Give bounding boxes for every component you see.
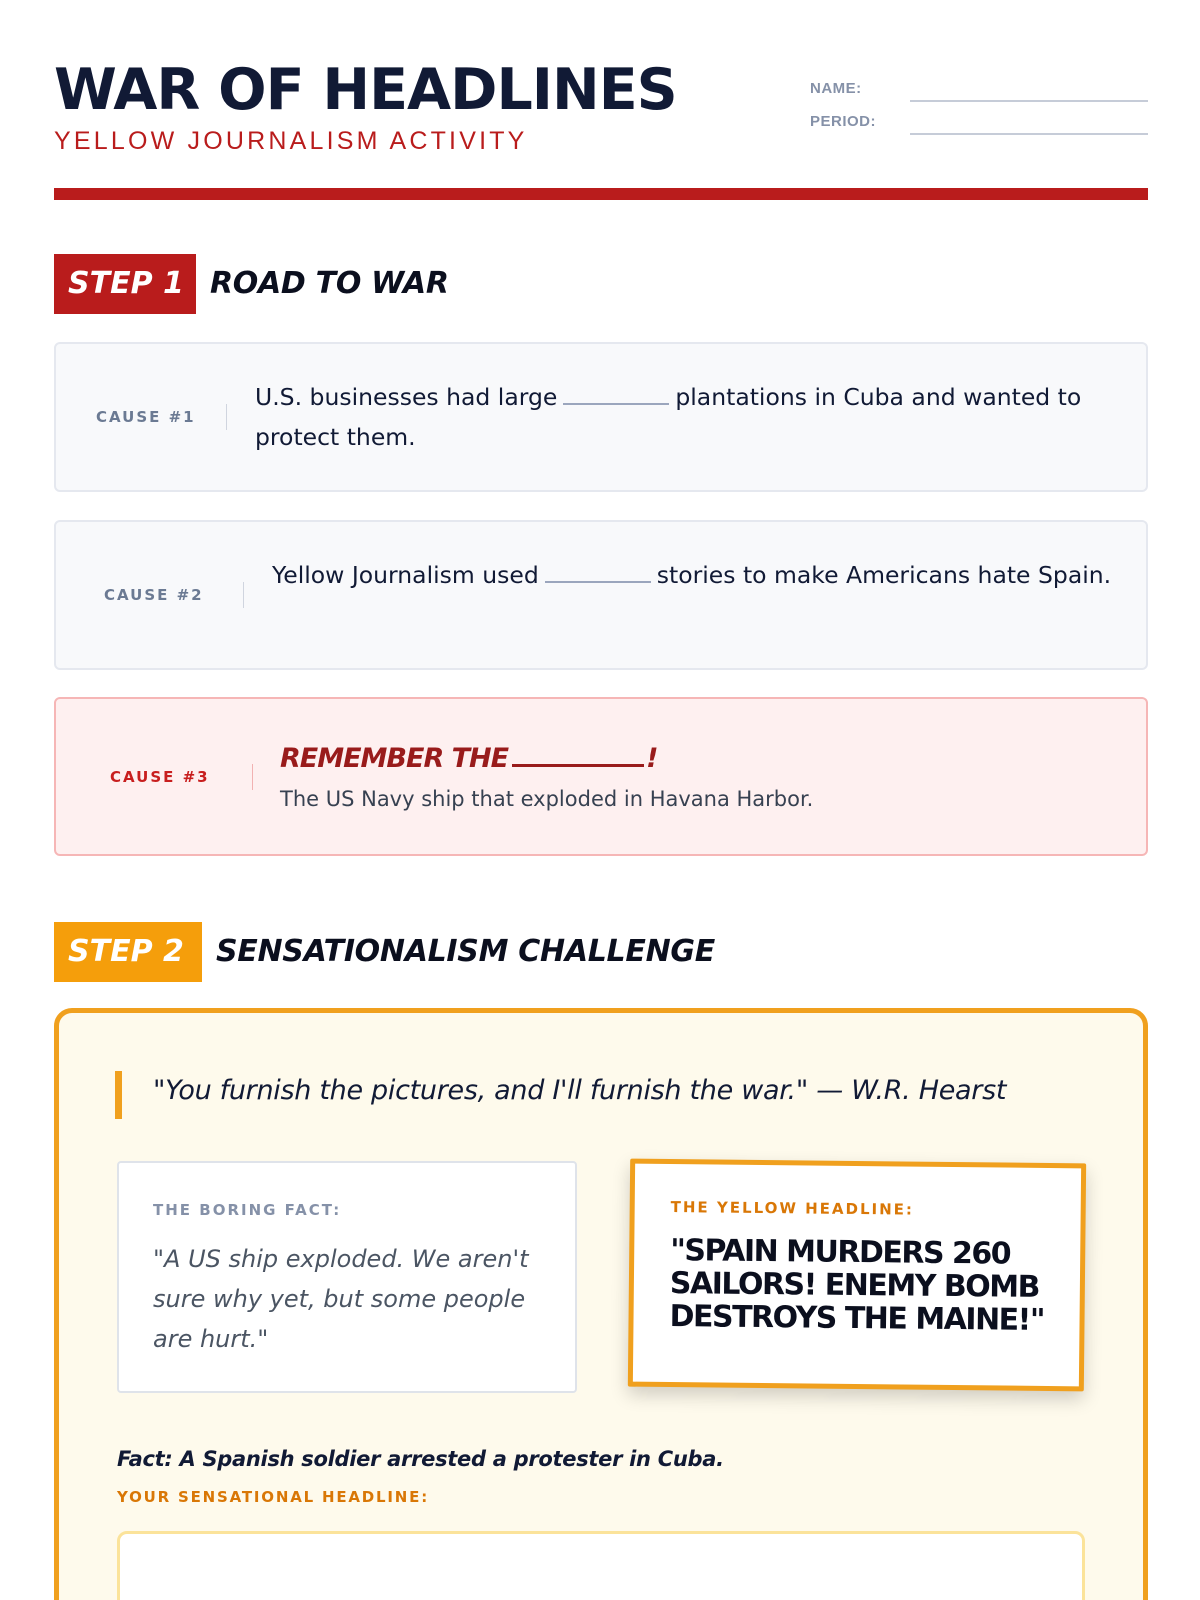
yellow-headline-text: "SPAIN MURDERS 260 SAILORS! ENEMY BOMB DESTROYS THE MAINE!" — [669, 1233, 1045, 1338]
yellow-headline-label: THE YELLOW HEADLINE: — [670, 1198, 915, 1219]
cause-2-blank[interactable] — [545, 565, 651, 583]
step2-badge: STEP 2 — [54, 922, 202, 982]
cause-1-text-after: plantations in Cuba and wanted to protect them. — [255, 383, 1082, 451]
quote-accent-bar — [115, 1071, 122, 1119]
name-label: NAME: — [810, 80, 862, 97]
name-field[interactable] — [910, 100, 1148, 102]
your-headline-label: YOUR SENSATIONAL HEADLINE: — [117, 1488, 429, 1506]
cause-card-1 — [54, 342, 1148, 492]
your-headline-input[interactable] — [117, 1531, 1085, 1600]
step1-title: ROAD TO WAR — [210, 266, 449, 301]
boring-fact-text: "A US ship exploded. We aren't sure why yet, but some people are hurt." — [153, 1245, 529, 1353]
cause-2-text — [272, 555, 1112, 595]
cause-1-text-before: U.S. businesses had large — [255, 383, 558, 411]
cause-2-divider — [243, 582, 244, 608]
cause-2-text-after: stories to make Americans hate Spain. — [656, 561, 1112, 589]
worksheet-header — [54, 58, 1148, 158]
cause-card-2 — [54, 520, 1148, 670]
step2-heading — [54, 922, 854, 982]
page-subtitle: YELLOW JOURNALISM ACTIVITY — [54, 127, 528, 155]
period-field[interactable] — [910, 133, 1148, 135]
step1-heading — [54, 254, 654, 314]
remember-blank[interactable] — [512, 745, 644, 767]
page-title: WAR OF HEADLINES — [54, 57, 677, 123]
sensationalism-challenge-card — [54, 1008, 1148, 1600]
cause-1-blank[interactable] — [563, 387, 669, 405]
challenge-fact: Fact: A Spanish soldier arrested a protester in Cuba. — [117, 1447, 724, 1471]
step1-badge: STEP 1 — [54, 254, 196, 314]
step2-title: SENSATIONALISM CHALLENGE — [216, 934, 715, 969]
cause-2-label: CAUSE #2 — [104, 586, 204, 604]
boring-fact-label: THE BORING FACT: — [153, 1201, 342, 1219]
cause-3-label: CAUSE #3 — [110, 767, 210, 786]
remember-the-maine — [280, 743, 657, 774]
cause-3-description: The US Navy ship that exploded in Havana Harbor. — [280, 787, 814, 811]
cause-1-label: CAUSE #1 — [96, 408, 196, 426]
remember-text: REMEMBER THE — [280, 743, 509, 774]
cause-card-3 — [54, 697, 1148, 856]
remember-exclamation: ! — [646, 743, 658, 774]
cause-3-divider — [252, 764, 253, 790]
cause-2-text-before: Yellow Journalism used — [272, 561, 539, 589]
hearst-quote: "You furnish the pictures, and I'll furnish the war." — W.R. Hearst — [153, 1075, 1007, 1106]
cause-1-divider — [226, 404, 227, 430]
cause-1-text — [255, 377, 1105, 457]
period-label: PERIOD: — [810, 113, 877, 130]
boring-fact-card — [117, 1161, 577, 1393]
header-divider — [54, 188, 1148, 200]
yellow-headline-card — [628, 1159, 1086, 1392]
